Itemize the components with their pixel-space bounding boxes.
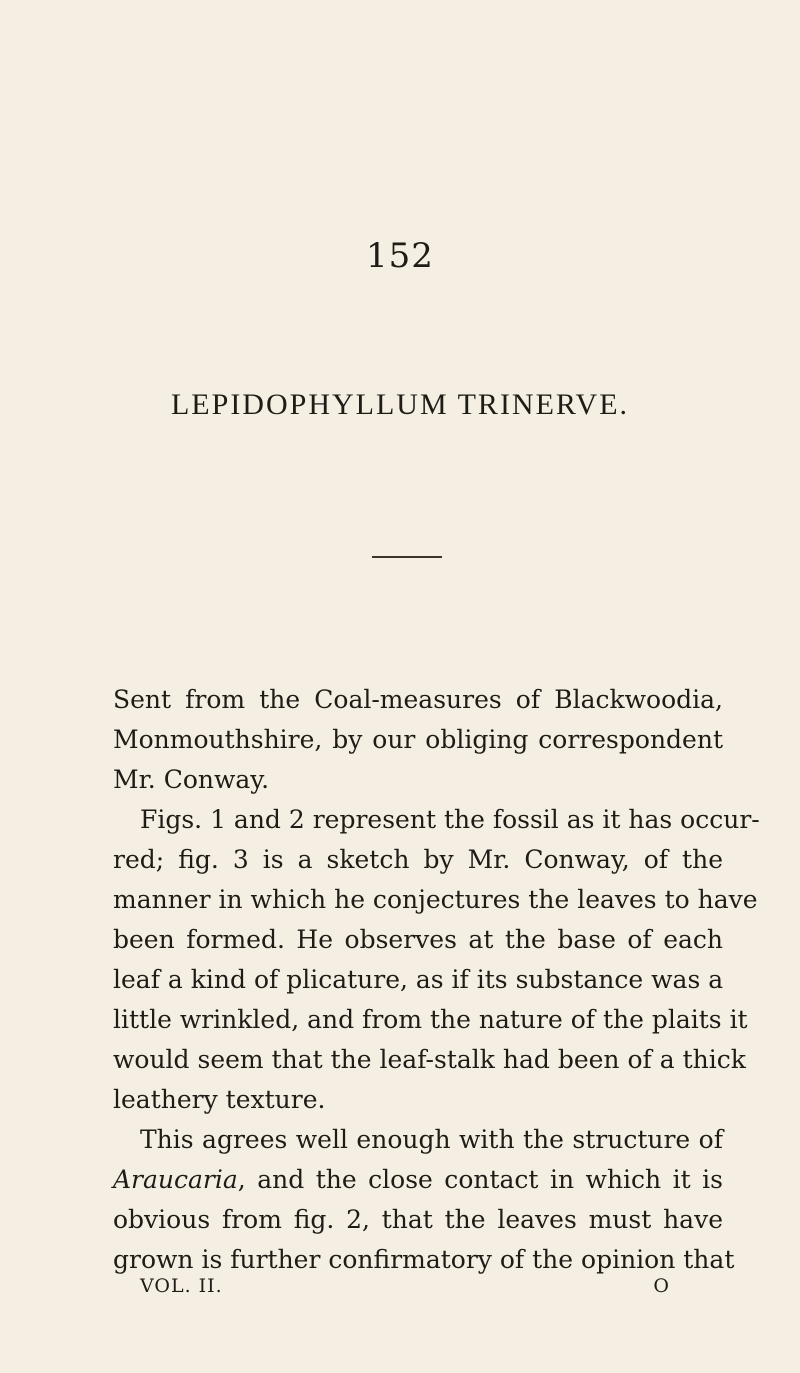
text-line: Figs. 1 and 2 represent the fossil as it has occur- bbox=[140, 805, 760, 834]
text-line: leaf a kind of plicature, as if its substance was a bbox=[113, 965, 724, 994]
paragraph-3 bbox=[113, 1120, 735, 1280]
body-text bbox=[113, 680, 760, 1280]
genus-name: Araucaria bbox=[113, 1165, 238, 1194]
signature-mark: O bbox=[653, 1275, 670, 1297]
text-line: grown is further confirmatory of the opinion that bbox=[113, 1245, 735, 1274]
text-line: red; fig. 3 is a sketch by Mr. Conway, of the bbox=[113, 845, 723, 874]
text-line bbox=[113, 1160, 723, 1200]
section-divider bbox=[372, 556, 442, 558]
text-line: leathery texture. bbox=[113, 1085, 326, 1114]
page-number: 152 bbox=[366, 236, 434, 276]
text-line: Mr. Conway. bbox=[113, 765, 270, 794]
page-title: LEPIDOPHYLLUM TRINERVE. bbox=[170, 388, 630, 421]
text-line: manner in which he conjectures the leaves to have bbox=[113, 885, 758, 914]
paragraph-2 bbox=[113, 800, 760, 1120]
text-line: This agrees well enough with the structure of bbox=[140, 1125, 723, 1154]
paragraph-1 bbox=[113, 680, 723, 800]
text-line: obvious from fig. 2, that the leaves must have bbox=[113, 1205, 723, 1234]
text-line: Monmouthshire, by our obliging correspondent bbox=[113, 725, 723, 754]
page-footer bbox=[140, 1275, 670, 1305]
text-line: been formed. He observes at the base of each bbox=[113, 925, 723, 954]
text-line: Sent from the Coal-measures of Blackwoodia, bbox=[113, 685, 723, 714]
text-line: would seem that the leaf-stalk had been of a thick bbox=[113, 1045, 746, 1074]
text-line: little wrinkled, and from the nature of the plaits it bbox=[113, 1005, 748, 1034]
text-line-rest: , and the close contact in which it is bbox=[237, 1165, 723, 1194]
volume-label: VOL. II. bbox=[140, 1275, 223, 1297]
